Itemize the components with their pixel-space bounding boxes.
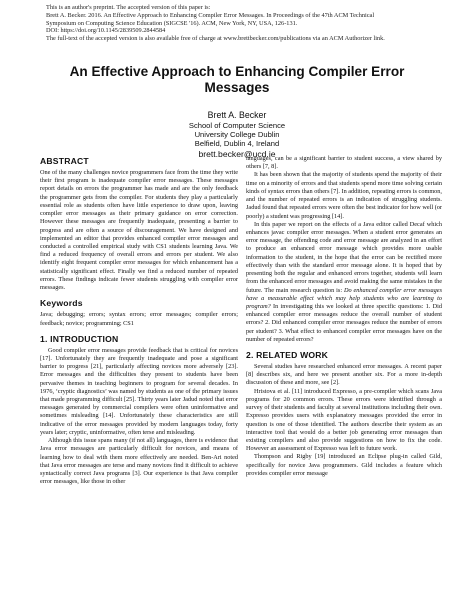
author-email: brett.becker@ucd.ie [198,148,276,159]
preprint-note-line: This is an author's preprint. The accepted version of this paper is: [46,4,211,11]
author-name: Brett A. Becker [207,110,267,120]
introduction-paragraph-2: Although this issue spans many (if not all) languages, there is evidence that Java error messages are particularly difficult for novices, and means of learning how to deal with them more effectively are needed. Ben-Ari noted that Java error messages are terse and many novices find it difficult to achieve syntactically correct Java programs [3]. Our experience is that Java compiler error messages, like those in other [40,437,238,486]
preprint-note-line: DOI: https://doi.org/10.1145/2839509.2844584 [46,27,166,35]
preprint-note-line: The full-text of the accepted version is also available free of charge at www.brettbecker.com/publications via an ACM Authorizer link. [46,35,385,43]
introduction-heading: 1. INTRODUCTION [40,333,119,344]
intro-continued-paragraph: languages, can be a significant barrier to student success, a view shared by others [7, 8]. [246,155,442,171]
research-question: Do enhanced compiler error messages have a measurable effect which may help students who are learning to program? [246,286,443,310]
intro-paragraph-4 [246,221,442,344]
related-work-paragraph-3: Thompson and Rigby [19] introduced an Eclipse plug-in called Gild, specifically for novice Java programmers. Gild includes a feature which provides compiler error message [246,453,442,477]
preprint-note [46,4,446,43]
preprint-note-line: Brett A. Becker. 2016. An Effective Approach to Enhancing Compiler Error Messages. In Proceedings of the 47th ACM Technical [46,11,375,19]
keywords-heading: Keywords [40,298,83,309]
related-work-heading: 2. RELATED WORK [246,350,329,361]
paper-title-line-2: Messages [204,80,270,95]
author-department: School of Computer Science [188,121,286,130]
introduction-paragraph-1: Good compiler error messages provide feedback that is critical for novices [17]. Unfortunately they are frequently inadequate and pose a significant barrier to progress [21], particularly affecting novices more adversely [23]. Error messages and the difficulties they present to students have been pervasive themes in teaching beginners to program for several decades. In 1976, ‘cryptic diagnostics’ was named by students as one of the primary issues that made programming difficult [25]. Thirty years later Jadud noted that error messages generated by commercial compilers were often uninformative and sometimes misleading [14]. Unfortunately these characteristics are still indicative of the error messages provided by modern languages today, forty years later; cryptic, uninformative, often terse and misleading. [40,346,238,436]
abstract-text: One of the many challenges novice programmers face from the time they write their first program is inadequate compiler error messages. These messages report details on errors the programmer has made and are the only feedback the programmer gets from the compiler. For students they play a particularly essential role as students often have little experience to draw upon, leaving compiler error messages as their primary guidance on error correction. However these messages are frequently inadequate, presenting a barrier to progress and are often a source of discouragement. We have designed and implemented an editor that provides enhanced compiler error messages and conducted a controlled empirical study with CS1 students learning Java. We find a reduced frequency of overall errors and errors per student. We also identify eight frequent compiler error messages for which enhancement has a statistically significant effect. Finally we find a reduced number of repeated errors. These findings indicate fewer students struggling with compiler error messages. [40,169,238,292]
paper-title-line-1: An Effective Approach to Enhancing Compiler Error [69,64,405,79]
keywords-text: Java; debugging; errors; syntax errors; error messages; compiler errors; feedback; novice; programming; CS1 [40,311,238,327]
paper-title [30,64,444,96]
preprint-note-line: Symposium on Computing Science Education (SIGCSE '16). ACM, New York, NY, USA, 126-131. [46,19,298,27]
related-work-paragraph-2: Hristova et al. [11] introduced Expresso, a pre-compiler which scans Java programs for 20 common errors. These errors were identified through a survey of their students and faculty at several institutions including their own. Expresso provides users with explanatory messages provided the error in question is one of those identified. The authors describe their system as an interactive tool that would do a better job generating error messages than existing compilers and also provide suggestions on how to fix the code. However an assessment of Expresso was left to future work. [246,387,442,453]
author-address: Belfield, Dublin 4, Ireland [194,139,280,149]
author-university: University College Dublin [194,130,280,140]
intro-paragraph-3: It has been shown that the majority of students spend the majority of their time on a minority of errors and that students spend more time solving certain kinds of syntax errors than others [7]. In addition, repeating errors is common, and the number of repeated errors is an indication of struggling students. Jadud found that repeated errors were often the best indicator for how well (or poorly) a student was progressing [14]. [246,171,442,220]
author-block [130,110,344,160]
intro-paragraph-4-lead: In this paper we report on the effects of a Java editor called Decaf which enhances javac compiler error messages. When a student error generates an error message, the offending code and error message are analyzed in an effort to produce an enhanced error message which provides more usable information to the student, in the hope that the error can be rectified more effectively than with the standard error message alone. It is hoped that by presenting both the regular and enhanced errors together, students will learn from the enhanced error messages and avoid making the same mistakes in the future. The main research question is: [246,220,442,294]
intro-paragraph-4-tail: In investigating this we looked at three specific questions: 1. Did enhanced compiler error messages reduce the overall number of student errors? 2. Did enhanced compiler error messages reduce the number of errors per student? 3. What effect to enhanced compiler error messages have on the number of repeated errors? [246,302,442,343]
abstract-heading: ABSTRACT [40,156,89,166]
related-work-paragraph-1: Several studies have researched enhanced error messages. A recent paper [8] describes six, and here we present another six. For a more in-depth discussion of these and more, see [2]. [246,363,442,387]
right-column [246,155,442,478]
left-column [40,156,238,486]
